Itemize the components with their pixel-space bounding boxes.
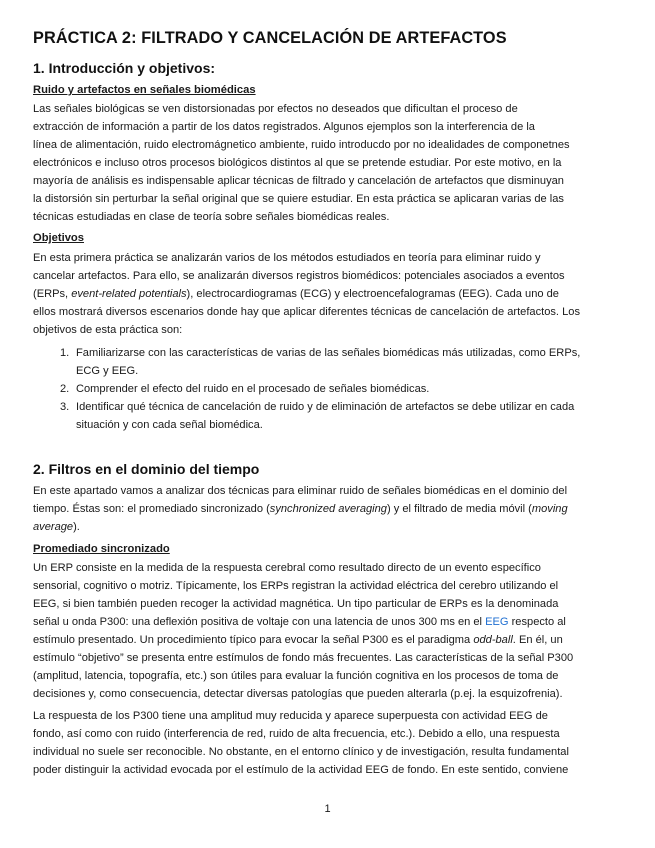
text-line: EEG, si bien también pueden recoger la actividad magnética. Un tipo particular de ERPs es la denominada xyxy=(33,598,559,610)
paragraph-filtros-intro xyxy=(33,482,623,536)
objectives-list xyxy=(33,344,623,434)
text-line: Las señales biológicas se ven distorsionadas por efectos no deseados que dificultan el proceso de xyxy=(33,103,518,115)
section-1-heading: 1. Introducción y objetivos: xyxy=(33,60,216,76)
text-line: (amplitud, latencia, topografía, etc.) son útiles para evaluar la función cognitiva en los procesos de toma de xyxy=(33,670,559,682)
subheading-promediado: Promediado sincronizado xyxy=(33,543,170,555)
subheading-ruido: Ruido y artefactos en señales biomédicas xyxy=(33,84,256,96)
eeg-link[interactable]: EEG xyxy=(485,616,509,628)
text-line: sensorial, cognitivo o motriz. Típicamente, los ERPs registran la actividad eléctrica del cerebro utilizando el xyxy=(33,580,559,592)
paragraph-p300 xyxy=(33,707,623,779)
text-line: mayoría de análisis es indispensable aplicar técnicas de filtrado y cancelación de artefactos que disminuyan xyxy=(33,175,564,187)
text-line: La respuesta de los P300 tiene una amplitud muy reducida y aparece superpuesta con actividad EEG de xyxy=(33,710,548,722)
text-line: señal u onda P300: una deflexión positiva de voltaje con una latencia de unos 300 ms en el EEG respecto al xyxy=(33,616,566,628)
section-2-heading: 2. Filtros en el dominio del tiempo xyxy=(33,461,260,477)
text-line: cancelar artefactos. Para ello, se analizarán diversos registros biomédicos: potenciales asociados a eventos xyxy=(33,270,565,282)
text-line: Un ERP consiste en la medida de la respuesta cerebral como resultado directo de un evento específico xyxy=(33,562,541,574)
subheading-objetivos: Objetivos xyxy=(33,232,84,244)
text-line: extracción de información a partir de los datos registrados. Algunos ejemplos son la interferencia de la xyxy=(33,121,535,133)
list-item: 2. Comprender el efecto del ruido en el procesado de señales biomédicas. xyxy=(60,383,430,395)
text-line: estímulo presentado. Un procedimiento típico para evocar la señal P300 es el paradigma odd-ball. En él, un xyxy=(33,634,563,646)
paragraph-erp xyxy=(33,559,623,703)
text-line: average). xyxy=(33,521,80,533)
text-line: poder distinguir la actividad evocada por el estímulo de la actividad EEG de fondo. En este sentido, conviene xyxy=(33,764,569,776)
text-line: técnicas estudiadas en clase de teoría sobre señales biomédicas reales. xyxy=(33,211,390,223)
paragraph-ruido xyxy=(33,100,623,226)
list-item: 1. Familiarizarse con las características de varias de las señales biomédicas más utilizadas, como ERPs, ECG y EEG. xyxy=(60,347,581,377)
text-line: individual no suele ser reconocible. No obstante, en el entorno clínico y de investigación, resulta fundamental xyxy=(33,746,569,758)
list-item: 3. Identificar qué técnica de cancelación de ruido y de eliminación de artefactos se debe utilizar en cada situación y con cada señal biomédica. xyxy=(60,401,575,431)
text-line: (ERPs, event-related potentials), electrocardiogramas (ECG) y electroencefalogramas (EEG). Cada uno de xyxy=(33,288,559,300)
term-erp: event-related potentials xyxy=(71,288,187,300)
text-line: estímulo “objetivo” se presenta entre estímulos de fondo más frecuentes. Las características de la señal P300 xyxy=(33,652,574,664)
text-line: objetivos de esta práctica son: xyxy=(33,324,183,336)
text-line: tiempo. Éstas son: el promediado sincronizado (synchronized averaging) y el filtrado de media móvil (moving xyxy=(33,503,568,515)
text-line: línea de alimentación, ruido electromágnetico ambiente, ruido introducdo por no idealidades de componetnes xyxy=(33,139,570,151)
text-line: En esta primera práctica se analizarán varios de los métodos estudiados en teoría para eliminar ruido y xyxy=(33,252,541,264)
document-title: PRÁCTICA 2: FILTRADO Y CANCELACIÓN DE ARTEFACTOS xyxy=(33,29,507,47)
text-line: En este apartado vamos a analizar dos técnicas para eliminar ruido de señales biomédicas en el dominio del xyxy=(33,485,568,497)
text-line: ellos mostrará diversos escenarios donde hay que aplicar diferentes técnicas de cancelación de artefactos. Los xyxy=(33,306,580,318)
text-line: la distorsión sin perturbar la señal original que se quiere estudiar. En esta práctica se aplicaran varias de las xyxy=(33,193,564,205)
page-number: 1 xyxy=(324,803,331,815)
paragraph-objetivos xyxy=(33,249,623,339)
text-line: decisiones y, como consecuencia, detectar diversas patologías que pueden alterarla (p.ej. la esquizofrenia). xyxy=(33,688,563,700)
text-line: fondo, así como con ruido (interferencia de red, ruido de alta frecuencia, etc.). Debido a ello, una respuesta xyxy=(33,728,560,740)
text-line: electrónicos e incluso otros procesos biológicos distintos al que se pretende estudiar. Por este motivo, en la xyxy=(33,157,562,169)
